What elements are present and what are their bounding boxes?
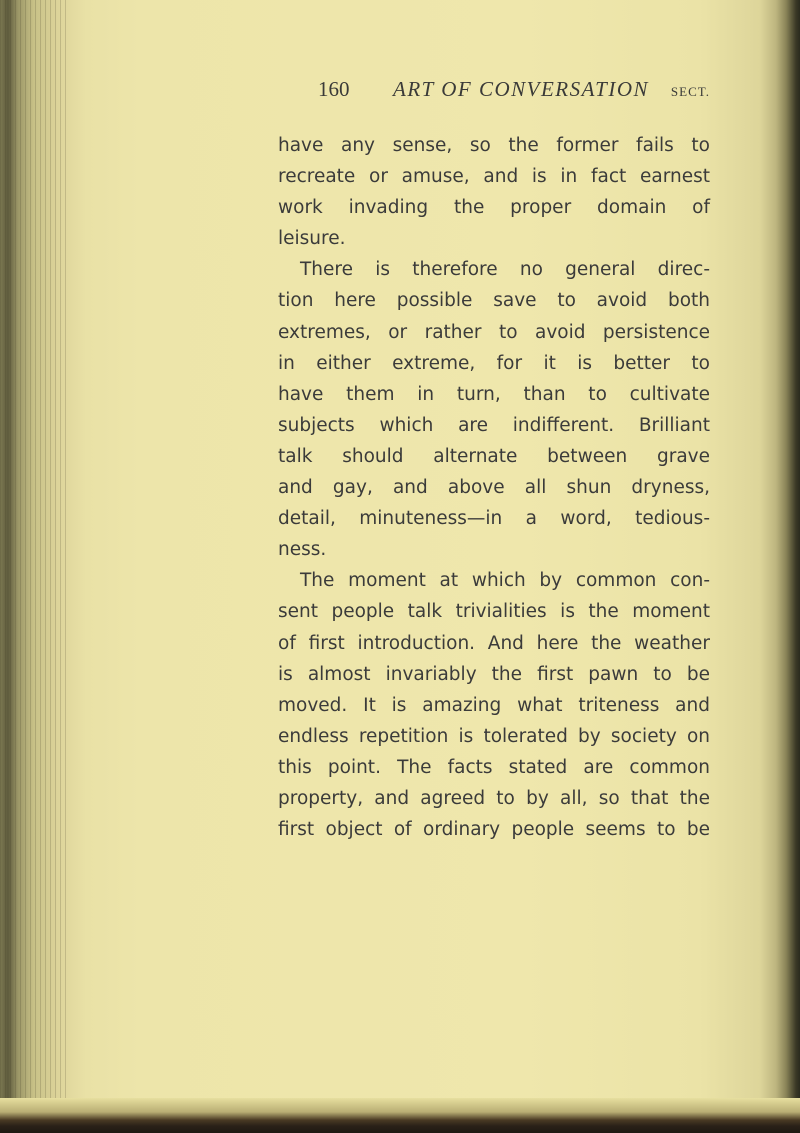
running-title: ART OF CONVERSATION [393, 77, 650, 101]
text-line: detail, minuteness—in a word, tedious- [278, 508, 710, 530]
text-line: sent people talk trivialities is the moment [278, 601, 710, 623]
text-line: ness. [278, 539, 327, 561]
text-line: endless repetition is tolerated by society on [278, 725, 710, 747]
text-line: There is therefore no general direc- [300, 259, 710, 281]
section-mark: SECT. [670, 84, 710, 99]
text-line: work invading the proper domain of [278, 197, 710, 219]
text-line: in either extreme, for it is better to [278, 352, 710, 374]
text-line: property, and agreed to by all, so that the [278, 787, 710, 809]
text-line: have any sense, so the former fails to [278, 135, 710, 156]
page-number: 160 [318, 77, 350, 101]
paragraph [278, 254, 710, 565]
text-line: The moment at which by common con- [300, 570, 710, 592]
page-bottom-edge [0, 1098, 800, 1133]
running-head [318, 77, 710, 107]
text-line: and gay, and above all shun dryness, [278, 477, 710, 499]
body-text [278, 130, 710, 845]
text-line: first object of ordinary people seems to be [278, 819, 710, 841]
text-line: have them in turn, than to cultivate [278, 383, 710, 405]
text-line: is almost invariably the first pawn to be [278, 663, 710, 685]
book-spine-edge [0, 0, 70, 1133]
text-line: extremes, or rather to avoid persistence [278, 321, 710, 343]
text-line: of first introduction. And here the weather [278, 632, 710, 654]
text-line: tion here possible save to avoid both [278, 290, 710, 312]
text-line: subjects which are indifferent. Brilliant [278, 414, 710, 436]
text-line: this point. The facts stated are common [278, 756, 710, 778]
paragraph [278, 565, 710, 845]
text-line: moved. It is amazing what triteness and [278, 694, 710, 716]
text-line: talk should alternate between grave [278, 445, 710, 467]
text-line: leisure. [278, 228, 346, 250]
paragraph [278, 130, 710, 254]
text-line: recreate or amuse, and is in fact earnest [278, 166, 710, 188]
